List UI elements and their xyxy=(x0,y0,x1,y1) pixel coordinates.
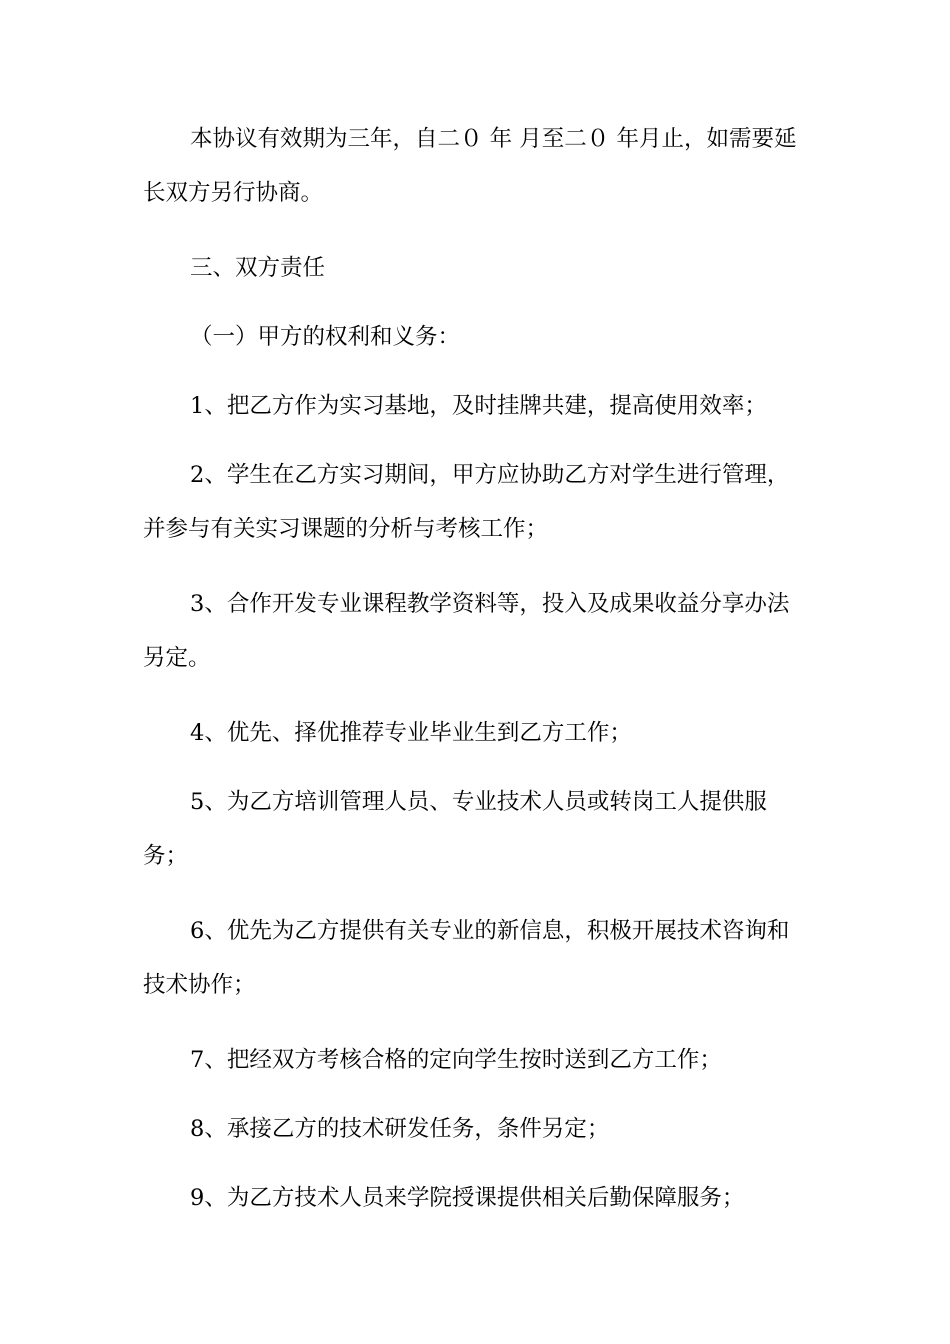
list-item-2: 2、学生在乙方实习期间，甲方应协助乙方对学生进行管理，并参与有关实习课题的分析与考核工作； xyxy=(143,462,790,542)
list-item-8: 8、承接乙方的技术研发任务，条件另定； xyxy=(190,1116,610,1142)
document-body xyxy=(143,112,811,1240)
list-item-1: 1、把乙方作为实习基地，及时挂牌共建，提高使用效率； xyxy=(190,393,767,419)
section-heading-responsibilities: 三、双方责任 xyxy=(190,255,326,281)
list-item-7: 7、把经双方考核合格的定向学生按时送到乙方工作； xyxy=(190,1047,722,1073)
list-item-6: 6、优先为乙方提供有关专业的新信息，积极开展技术咨询和技术协作； xyxy=(143,918,790,998)
list-item-3: 3、合作开发专业课程教学资料等，投入及成果收益分享办法另定。 xyxy=(143,591,790,671)
list-item-9: 9、为乙方技术人员来学院授课提供相关后勤保障服务； xyxy=(190,1185,745,1211)
subsection-heading-party-a: （一）甲方的权利和义务： xyxy=(190,324,461,350)
list-item-5: 5、为乙方培训管理人员、专业技术人员或转岗工人提供服务； xyxy=(143,789,767,869)
paragraph-validity-period: 本协议有效期为三年，自二０ 年 月至二０ 年月止，如需要延长双方另行协商。 xyxy=(143,126,797,206)
list-item-4: 4、优先、择优推荐专业毕业生到乙方工作； xyxy=(190,720,632,746)
